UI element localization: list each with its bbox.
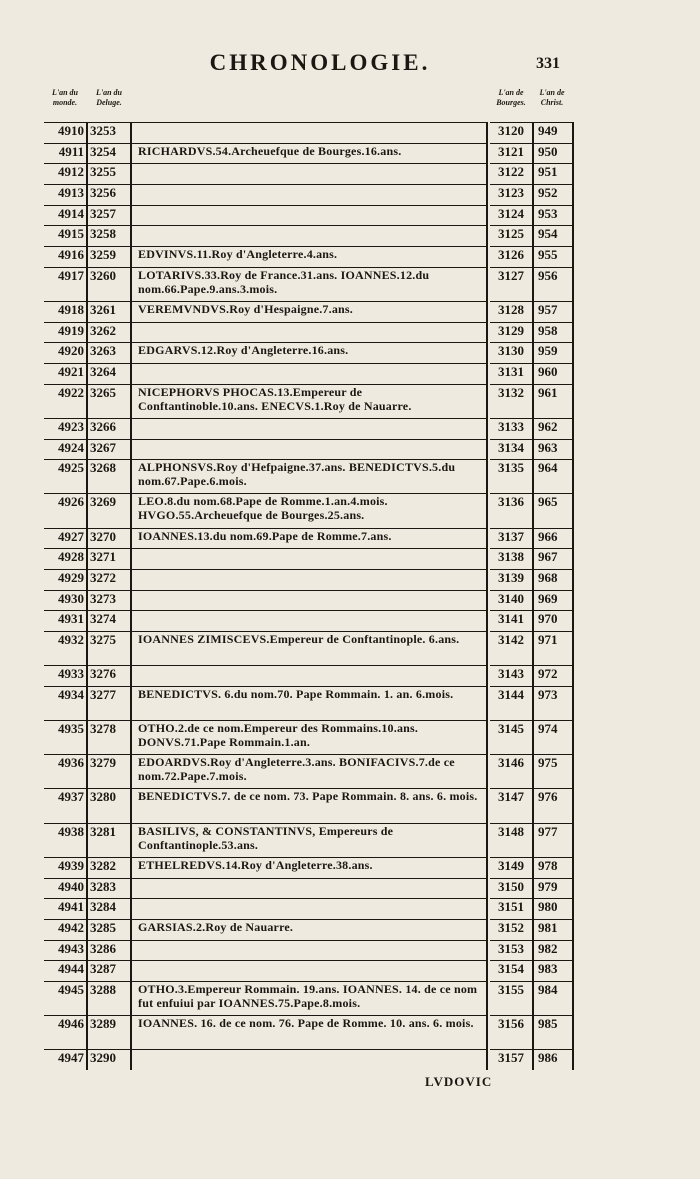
table-row — [44, 205, 574, 226]
year-of-world-cell: 4927 — [44, 528, 86, 549]
year-of-bourges-cell: 3145 — [490, 720, 532, 755]
event-cell — [132, 898, 486, 919]
table-row — [44, 301, 574, 322]
table-row — [44, 363, 574, 384]
event-cell — [132, 418, 486, 439]
year-of-deluge-cell: 3289 — [88, 1015, 130, 1049]
year-of-world-cell: 4914 — [44, 205, 86, 226]
year-of-bourges-cell: 3136 — [490, 493, 532, 528]
table-row — [44, 686, 574, 720]
year-of-bourges-cell: 3148 — [490, 823, 532, 858]
year-of-deluge-cell: 3253 — [88, 122, 130, 143]
table-row — [44, 788, 574, 822]
year-of-bourges-cell: 3122 — [490, 163, 532, 185]
year-of-deluge-cell: 3287 — [88, 960, 130, 981]
year-of-bourges-cell: 3135 — [490, 459, 532, 494]
event-cell — [132, 665, 486, 686]
year-of-christ-cell: 956 — [534, 267, 574, 301]
year-of-deluge-cell: 3281 — [88, 823, 130, 857]
event-cell — [132, 122, 486, 143]
year-of-christ-cell: 973 — [534, 686, 574, 720]
table-row — [44, 267, 574, 301]
year-of-deluge-cell: 3285 — [88, 919, 130, 940]
year-of-christ-cell: 984 — [534, 981, 574, 1015]
year-of-deluge-cell: 3263 — [88, 342, 130, 363]
year-of-world-cell: 4934 — [44, 686, 86, 720]
year-of-deluge-cell: 3268 — [88, 459, 130, 493]
year-of-bourges-cell: 3125 — [490, 225, 532, 247]
year-of-deluge-cell: 3274 — [88, 610, 130, 631]
year-of-deluge-cell: 3258 — [88, 225, 130, 246]
event-cell: IOANNES ZIMISCEVS.Empereur de Conftantinople. 6.ans. — [132, 631, 486, 665]
table-row — [44, 1015, 574, 1049]
year-of-christ-cell: 971 — [534, 631, 574, 665]
table-row — [44, 548, 574, 569]
year-of-world-cell: 4945 — [44, 981, 86, 1015]
year-of-deluge-cell: 3256 — [88, 184, 130, 205]
year-of-bourges-cell: 3146 — [490, 754, 532, 789]
year-of-christ-cell: 972 — [534, 665, 574, 686]
year-of-christ-cell: 975 — [534, 754, 574, 788]
year-of-world-cell: 4921 — [44, 363, 86, 384]
year-of-christ-cell: 962 — [534, 418, 574, 439]
table-row — [44, 981, 574, 1015]
header-year-of-world: L'an du monde. — [51, 88, 78, 107]
year-of-world-cell: 4937 — [44, 788, 86, 822]
year-of-world-cell: 4928 — [44, 548, 86, 569]
year-of-bourges-cell: 3121 — [490, 143, 532, 165]
year-of-christ-cell: 967 — [534, 548, 574, 569]
table-row — [44, 665, 574, 686]
event-cell: OTHO.3.Empereur Rommain. 19.ans. IOANNES. 14. de ce nom fut enfuiui par IOANNES.75.Pape.8.mois. — [132, 981, 486, 1015]
year-of-world-cell: 4913 — [44, 184, 86, 205]
year-of-deluge-cell: 3277 — [88, 686, 130, 720]
page-title: CHRONOLOGIE. — [209, 50, 431, 75]
event-cell — [132, 569, 486, 590]
year-of-world-cell: 4911 — [44, 143, 86, 164]
year-of-deluge-cell: 3254 — [88, 143, 130, 164]
table-row — [44, 225, 574, 246]
year-of-deluge-cell: 3288 — [88, 981, 130, 1015]
year-of-deluge-cell: 3272 — [88, 569, 130, 590]
year-of-bourges-cell: 3139 — [490, 569, 532, 591]
event-cell: BASILIVS, & CONSTANTINVS, Empereurs de Conftantinople.53.ans. — [132, 823, 486, 857]
year-of-world-cell: 4920 — [44, 342, 86, 363]
event-cell: LEO.8.du nom.68.Pape de Romme.1.an.4.mois. HVGO.55.Archeuefque de Bourges.25.ans. — [132, 493, 486, 527]
year-of-bourges-cell: 3142 — [490, 631, 532, 666]
event-cell — [132, 322, 486, 343]
year-of-bourges-cell: 3132 — [490, 384, 532, 419]
event-cell — [132, 610, 486, 631]
event-cell — [132, 225, 486, 246]
event-cell: NICEPHORVS PHOCAS.13.Empereur de Conftantinoble.10.ans. ENECVS.1.Roy de Nauarre. — [132, 384, 486, 418]
year-of-deluge-cell: 3262 — [88, 322, 130, 343]
year-of-world-cell: 4924 — [44, 439, 86, 460]
year-of-christ-cell: 961 — [534, 384, 574, 418]
year-of-world-cell: 4918 — [44, 301, 86, 322]
year-of-bourges-cell: 3147 — [490, 788, 532, 823]
year-of-world-cell: 4932 — [44, 631, 86, 665]
event-cell — [132, 205, 486, 226]
event-cell: ETHELREDVS.14.Roy d'Angleterre.38.ans. — [132, 857, 486, 878]
table-row — [44, 184, 574, 205]
event-cell — [132, 163, 486, 184]
year-of-world-cell: 4947 — [44, 1049, 86, 1070]
year-of-bourges-cell: 3144 — [490, 686, 532, 721]
year-of-bourges-cell: 3134 — [490, 439, 532, 461]
year-of-bourges-cell: 3154 — [490, 960, 532, 982]
year-of-christ-cell: 957 — [534, 301, 574, 322]
year-of-deluge-cell: 3279 — [88, 754, 130, 788]
table-row — [44, 143, 574, 164]
event-cell: VEREMVNDVS.Roy d'Hespaigne.7.ans. — [132, 301, 486, 322]
year-of-christ-cell: 959 — [534, 342, 574, 363]
year-of-bourges-cell: 3150 — [490, 878, 532, 900]
year-of-christ-cell: 977 — [534, 823, 574, 857]
year-of-christ-cell: 974 — [534, 720, 574, 754]
event-cell — [132, 940, 486, 961]
event-cell — [132, 363, 486, 384]
year-of-bourges-cell: 3157 — [490, 1049, 532, 1071]
year-of-deluge-cell: 3290 — [88, 1049, 130, 1070]
event-cell: BENEDICTVS. 6.du nom.70. Pape Rommain. 1. an. 6.mois. — [132, 686, 486, 720]
year-of-bourges-cell: 3127 — [490, 267, 532, 302]
year-of-world-cell: 4917 — [44, 267, 86, 301]
year-of-bourges-cell: 3123 — [490, 184, 532, 206]
table-row — [44, 754, 574, 788]
event-cell — [132, 878, 486, 899]
year-of-deluge-cell: 3269 — [88, 493, 130, 527]
year-of-christ-cell: 950 — [534, 143, 574, 164]
year-of-deluge-cell: 3273 — [88, 590, 130, 611]
year-of-christ-cell: 960 — [534, 363, 574, 384]
year-of-bourges-cell: 3138 — [490, 548, 532, 570]
year-of-world-cell: 4915 — [44, 225, 86, 246]
year-of-bourges-cell: 3129 — [490, 322, 532, 344]
table-row — [44, 1049, 574, 1070]
year-of-world-cell: 4935 — [44, 720, 86, 754]
table-row — [44, 610, 574, 631]
year-of-christ-cell: 954 — [534, 225, 574, 246]
year-of-deluge-cell: 3284 — [88, 898, 130, 919]
event-cell: EDOARDVS.Roy d'Angleterre.3.ans. BONIFACIVS.7.de ce nom.72.Pape.7.mois. — [132, 754, 486, 788]
year-of-deluge-cell: 3267 — [88, 439, 130, 460]
year-of-world-cell: 4910 — [44, 122, 86, 143]
year-of-deluge-cell: 3259 — [88, 246, 130, 267]
event-cell: LOTARIVS.33.Roy de France.31.ans. IOANNES.12.du nom.66.Pape.9.ans.3.mois. — [132, 267, 486, 301]
year-of-christ-cell: 980 — [534, 898, 574, 919]
year-of-world-cell: 4936 — [44, 754, 86, 788]
year-of-world-cell: 4916 — [44, 246, 86, 267]
year-of-christ-cell: 979 — [534, 878, 574, 899]
year-of-deluge-cell: 3260 — [88, 267, 130, 301]
event-cell: GARSIAS.2.Roy de Nauarre. — [132, 919, 486, 940]
chronology-table — [44, 88, 574, 1075]
event-cell — [132, 439, 486, 460]
year-of-bourges-cell: 3140 — [490, 590, 532, 612]
year-of-christ-cell: 966 — [534, 528, 574, 549]
table-row — [44, 384, 574, 418]
year-of-bourges-cell: 3128 — [490, 301, 532, 323]
year-of-bourges-cell: 3149 — [490, 857, 532, 879]
year-of-world-cell: 4926 — [44, 493, 86, 527]
year-of-world-cell: 4930 — [44, 590, 86, 611]
year-of-world-cell: 4923 — [44, 418, 86, 439]
event-cell: RICHARDVS.54.Archeuefque de Bourges.16.ans. — [132, 143, 486, 164]
year-of-bourges-cell: 3156 — [490, 1015, 532, 1050]
year-of-deluge-cell: 3257 — [88, 205, 130, 226]
year-of-bourges-cell: 3120 — [490, 122, 532, 144]
year-of-christ-cell: 983 — [534, 960, 574, 981]
year-of-bourges-cell: 3124 — [490, 205, 532, 227]
year-of-bourges-cell: 3152 — [490, 919, 532, 941]
year-of-christ-cell: 958 — [534, 322, 574, 343]
table-row — [44, 122, 574, 143]
table-row — [44, 246, 574, 267]
header-year-of-christ: L'an de Christ. — [539, 88, 565, 107]
table-row — [44, 960, 574, 981]
year-of-christ-cell: 985 — [534, 1015, 574, 1049]
table-row — [44, 898, 574, 919]
year-of-deluge-cell: 3265 — [88, 384, 130, 418]
event-cell: EDVINVS.11.Roy d'Angleterre.4.ans. — [132, 246, 486, 267]
year-of-christ-cell: 976 — [534, 788, 574, 822]
year-of-world-cell: 4944 — [44, 960, 86, 981]
year-of-bourges-cell: 3133 — [490, 418, 532, 440]
year-of-world-cell: 4939 — [44, 857, 86, 878]
table-row — [44, 459, 574, 493]
table-row — [44, 823, 574, 857]
table-row — [44, 418, 574, 439]
table-row — [44, 919, 574, 940]
year-of-deluge-cell: 3271 — [88, 548, 130, 569]
year-of-christ-cell: 982 — [534, 940, 574, 961]
table-row — [44, 631, 574, 665]
year-of-world-cell: 4929 — [44, 569, 86, 590]
table-row — [44, 590, 574, 611]
event-cell: BENEDICTVS.7. de ce nom. 73. Pape Rommain. 8. ans. 6. mois. — [132, 788, 486, 822]
table-row — [44, 878, 574, 899]
year-of-christ-cell: 978 — [534, 857, 574, 878]
year-of-christ-cell: 949 — [534, 122, 574, 143]
event-cell — [132, 548, 486, 569]
page-number: 331 — [536, 55, 560, 72]
year-of-bourges-cell: 3130 — [490, 342, 532, 364]
header-year-of-bourges: L'an de Bourges. — [496, 88, 526, 107]
year-of-deluge-cell: 3282 — [88, 857, 130, 878]
year-of-christ-cell: 986 — [534, 1049, 574, 1070]
year-of-world-cell: 4931 — [44, 610, 86, 631]
table-row — [44, 163, 574, 184]
year-of-world-cell: 4919 — [44, 322, 86, 343]
table-row — [44, 493, 574, 527]
year-of-world-cell: 4938 — [44, 823, 86, 857]
year-of-christ-cell: 969 — [534, 590, 574, 611]
year-of-deluge-cell: 3280 — [88, 788, 130, 822]
year-of-christ-cell: 968 — [534, 569, 574, 590]
year-of-world-cell: 4912 — [44, 163, 86, 184]
year-of-world-cell: 4922 — [44, 384, 86, 418]
year-of-deluge-cell: 3275 — [88, 631, 130, 665]
year-of-bourges-cell: 3151 — [490, 898, 532, 920]
year-of-deluge-cell: 3261 — [88, 301, 130, 322]
year-of-deluge-cell: 3283 — [88, 878, 130, 899]
table-row — [44, 322, 574, 343]
table-row — [44, 940, 574, 961]
year-of-christ-cell: 970 — [534, 610, 574, 631]
table-row — [44, 569, 574, 590]
event-cell: OTHO.2.de ce nom.Empereur des Rommains.10.ans. DONVS.71.Pape Rommain.1.an. — [132, 720, 486, 754]
event-cell: IOANNES. 16. de ce nom. 76. Pape de Romme. 10. ans. 6. mois. — [132, 1015, 486, 1049]
year-of-christ-cell: 965 — [534, 493, 574, 527]
year-of-bourges-cell: 3126 — [490, 246, 532, 268]
year-of-world-cell: 4925 — [44, 459, 86, 493]
year-of-bourges-cell: 3143 — [490, 665, 532, 687]
year-of-bourges-cell: 3131 — [490, 363, 532, 385]
year-of-bourges-cell: 3153 — [490, 940, 532, 962]
table-row — [44, 720, 574, 754]
year-of-deluge-cell: 3264 — [88, 363, 130, 384]
year-of-christ-cell: 955 — [534, 246, 574, 267]
event-cell: EDGARVS.12.Roy d'Angleterre.16.ans. — [132, 342, 486, 363]
year-of-deluge-cell: 3266 — [88, 418, 130, 439]
year-of-bourges-cell: 3141 — [490, 610, 532, 632]
catchword: LVDOVIC — [425, 1074, 493, 1089]
year-of-world-cell: 4941 — [44, 898, 86, 919]
year-of-christ-cell: 951 — [534, 163, 574, 184]
year-of-christ-cell: 952 — [534, 184, 574, 205]
year-of-christ-cell: 963 — [534, 439, 574, 460]
year-of-christ-cell: 953 — [534, 205, 574, 226]
table-row — [44, 857, 574, 878]
table-row — [44, 439, 574, 460]
event-cell: ALPHONSVS.Roy d'Hefpaigne.37.ans. BENEDICTVS.5.du nom.67.Pape.6.mois. — [132, 459, 486, 493]
table-body — [44, 122, 574, 1070]
event-cell — [132, 1049, 486, 1070]
year-of-world-cell: 4943 — [44, 940, 86, 961]
year-of-deluge-cell: 3270 — [88, 528, 130, 549]
year-of-deluge-cell: 3278 — [88, 720, 130, 754]
table-row — [44, 342, 574, 363]
table-row — [44, 528, 574, 549]
year-of-world-cell: 4933 — [44, 665, 86, 686]
year-of-world-cell: 4940 — [44, 878, 86, 899]
year-of-world-cell: 4946 — [44, 1015, 86, 1049]
year-of-christ-cell: 964 — [534, 459, 574, 493]
event-cell: IOANNES.13.du nom.69.Pape de Romme.7.ans. — [132, 528, 486, 549]
event-cell — [132, 590, 486, 611]
year-of-bourges-cell: 3137 — [490, 528, 532, 550]
year-of-deluge-cell: 3276 — [88, 665, 130, 686]
year-of-deluge-cell: 3286 — [88, 940, 130, 961]
event-cell — [132, 184, 486, 205]
year-of-world-cell: 4942 — [44, 919, 86, 940]
header-year-of-deluge: L'an du Deluge. — [95, 88, 122, 107]
event-cell — [132, 960, 486, 981]
year-of-christ-cell: 981 — [534, 919, 574, 940]
year-of-bourges-cell: 3155 — [490, 981, 532, 1016]
year-of-deluge-cell: 3255 — [88, 163, 130, 184]
